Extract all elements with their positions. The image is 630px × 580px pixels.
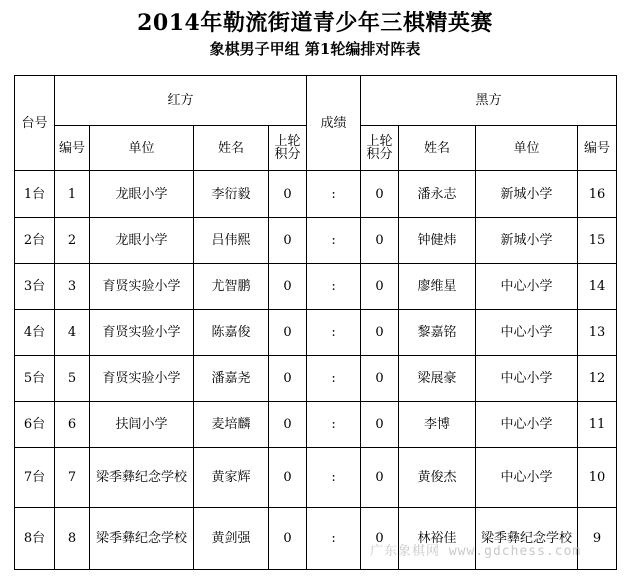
red-score-cell: 0 — [269, 264, 307, 310]
red-num-cell: 3 — [55, 264, 90, 310]
red-unit-cell-text: 梁季彝纪念学校 — [95, 470, 187, 485]
board-cell: 1台 — [15, 171, 55, 218]
red-score-header — [269, 126, 307, 171]
result-cell: : — [307, 508, 361, 570]
board-cell: 8台 — [15, 508, 55, 570]
black-unit-cell — [476, 356, 578, 402]
red-score-cell: 0 — [269, 218, 307, 264]
table-row — [15, 356, 617, 402]
red-num-cell: 7 — [55, 448, 90, 508]
red-name-cell: 黄家辉 — [194, 448, 269, 508]
black-unit-cell-text: 梁季彝纪念学校 — [481, 531, 573, 546]
black-unit-cell — [476, 171, 578, 218]
black-side-header: 黑方 — [361, 76, 617, 126]
black-unit-cell-text: 中心小学 — [500, 279, 553, 294]
red-name-cell: 尤智鹏 — [194, 264, 269, 310]
black-score-cell: 0 — [361, 508, 399, 570]
red-score-cell: 0 — [269, 171, 307, 218]
black-num-cell: 15 — [578, 218, 617, 264]
red-num-cell: 1 — [55, 171, 90, 218]
result-cell: : — [307, 218, 361, 264]
black-unit-cell — [476, 218, 578, 264]
red-score-header-label: 上轮积分 — [274, 133, 301, 162]
red-score-cell: 0 — [269, 310, 307, 356]
black-score-cell: 0 — [361, 448, 399, 508]
table-row — [15, 264, 617, 310]
header-row-top — [15, 76, 617, 126]
red-side-header: 红方 — [55, 76, 307, 126]
result-cell: : — [307, 356, 361, 402]
black-score-header — [361, 126, 399, 171]
black-score-cell: 0 — [361, 264, 399, 310]
black-name-cell: 李博 — [399, 402, 476, 448]
black-score-cell: 0 — [361, 402, 399, 448]
table-row — [15, 310, 617, 356]
red-unit-cell — [90, 402, 194, 448]
watermark-text: 广东象棋网 www.gdchess.com — [370, 544, 582, 559]
table-row — [15, 508, 617, 570]
black-unit-cell-text: 中心小学 — [500, 325, 553, 340]
black-name-cell: 廖维星 — [399, 264, 476, 310]
red-num-cell: 5 — [55, 356, 90, 402]
red-unit-cell — [90, 218, 194, 264]
black-unit-cell — [476, 264, 578, 310]
black-unit-cell — [476, 448, 578, 508]
board-cell: 3台 — [15, 264, 55, 310]
red-name-header: 姓名 — [194, 126, 269, 171]
red-unit-cell-text: 龙眼小学 — [115, 186, 168, 202]
red-unit-cell-text: 育贤实验小学 — [102, 325, 181, 340]
page-title: 2014年勒流街道青少年三棋精英赛 — [137, 10, 493, 36]
red-score-cell: 0 — [269, 402, 307, 448]
red-unit-cell-text: 育贤实验小学 — [102, 279, 181, 294]
red-num-cell: 4 — [55, 310, 90, 356]
black-name-cell: 黄俊杰 — [399, 448, 476, 508]
black-name-cell: 梁展豪 — [399, 356, 476, 402]
red-unit-cell — [90, 448, 194, 508]
black-unit-cell-text: 新城小学 — [500, 186, 553, 202]
result-header: 成绩 — [307, 76, 361, 171]
red-unit-header: 单位 — [90, 126, 194, 171]
red-unit-cell — [90, 356, 194, 402]
red-num-cell: 6 — [55, 402, 90, 448]
red-unit-cell-text: 龙眼小学 — [115, 233, 168, 248]
board-cell: 7台 — [15, 448, 55, 508]
black-num-cell: 9 — [578, 508, 617, 570]
page-subtitle: 象棋男子甲组 第1轮编排对阵表 — [209, 40, 421, 58]
board-cell: 4台 — [15, 310, 55, 356]
red-name-cell: 李衍毅 — [194, 171, 269, 218]
black-num-cell: 14 — [578, 264, 617, 310]
red-score-cell: 0 — [269, 356, 307, 402]
red-name-cell: 黄剑强 — [194, 508, 269, 570]
red-name-cell: 潘嘉尧 — [194, 356, 269, 402]
black-name-header: 姓名 — [399, 126, 476, 171]
black-num-header: 编号 — [578, 126, 617, 171]
black-unit-header: 单位 — [476, 126, 578, 171]
board-cell: 6台 — [15, 402, 55, 448]
red-unit-cell — [90, 171, 194, 218]
black-name-cell: 黎嘉铭 — [399, 310, 476, 356]
table-row — [15, 448, 617, 508]
red-unit-cell-text: 扶闾小学 — [115, 417, 168, 432]
black-score-cell: 0 — [361, 218, 399, 264]
result-cell: : — [307, 171, 361, 218]
pairing-table — [14, 75, 617, 570]
red-score-cell: 0 — [269, 448, 307, 508]
red-unit-cell — [90, 310, 194, 356]
black-unit-cell-text: 中心小学 — [500, 417, 553, 432]
black-name-cell: 潘永志 — [399, 171, 476, 218]
black-unit-cell — [476, 402, 578, 448]
black-num-cell: 16 — [578, 171, 617, 218]
black-score-cell: 0 — [361, 356, 399, 402]
red-num-cell: 2 — [55, 218, 90, 264]
black-unit-cell-text: 中心小学 — [500, 470, 553, 485]
black-unit-cell — [476, 508, 578, 570]
table-row — [15, 218, 617, 264]
black-num-cell: 11 — [578, 402, 617, 448]
red-unit-cell — [90, 508, 194, 570]
black-score-cell: 0 — [361, 171, 399, 218]
black-score-header-label: 上轮积分 — [366, 133, 393, 162]
black-unit-cell-text: 中心小学 — [500, 371, 553, 386]
red-num-header: 编号 — [55, 126, 90, 171]
black-score-cell: 0 — [361, 310, 399, 356]
red-name-cell: 陈嘉俊 — [194, 310, 269, 356]
black-unit-cell-text: 新城小学 — [500, 233, 553, 248]
black-unit-cell — [476, 310, 578, 356]
red-unit-cell-text: 育贤实验小学 — [102, 371, 181, 386]
red-name-cell: 麦培麟 — [194, 402, 269, 448]
black-num-cell: 10 — [578, 448, 617, 508]
red-num-cell: 8 — [55, 508, 90, 570]
black-num-cell: 12 — [578, 356, 617, 402]
board-header: 台号 — [15, 76, 55, 171]
black-name-cell: 林裕佳 — [399, 508, 476, 570]
red-unit-cell-text: 梁季彝纪念学校 — [95, 531, 187, 546]
table-row — [15, 171, 617, 218]
black-num-cell: 13 — [578, 310, 617, 356]
black-name-cell: 钟健炜 — [399, 218, 476, 264]
red-score-cell: 0 — [269, 508, 307, 570]
board-cell: 5台 — [15, 356, 55, 402]
red-unit-cell — [90, 264, 194, 310]
result-cell: : — [307, 448, 361, 508]
table-row — [15, 402, 617, 448]
result-cell: : — [307, 264, 361, 310]
board-cell: 2台 — [15, 218, 55, 264]
result-cell: : — [307, 310, 361, 356]
red-name-cell: 吕伟熙 — [194, 218, 269, 264]
result-cell: : — [307, 402, 361, 448]
